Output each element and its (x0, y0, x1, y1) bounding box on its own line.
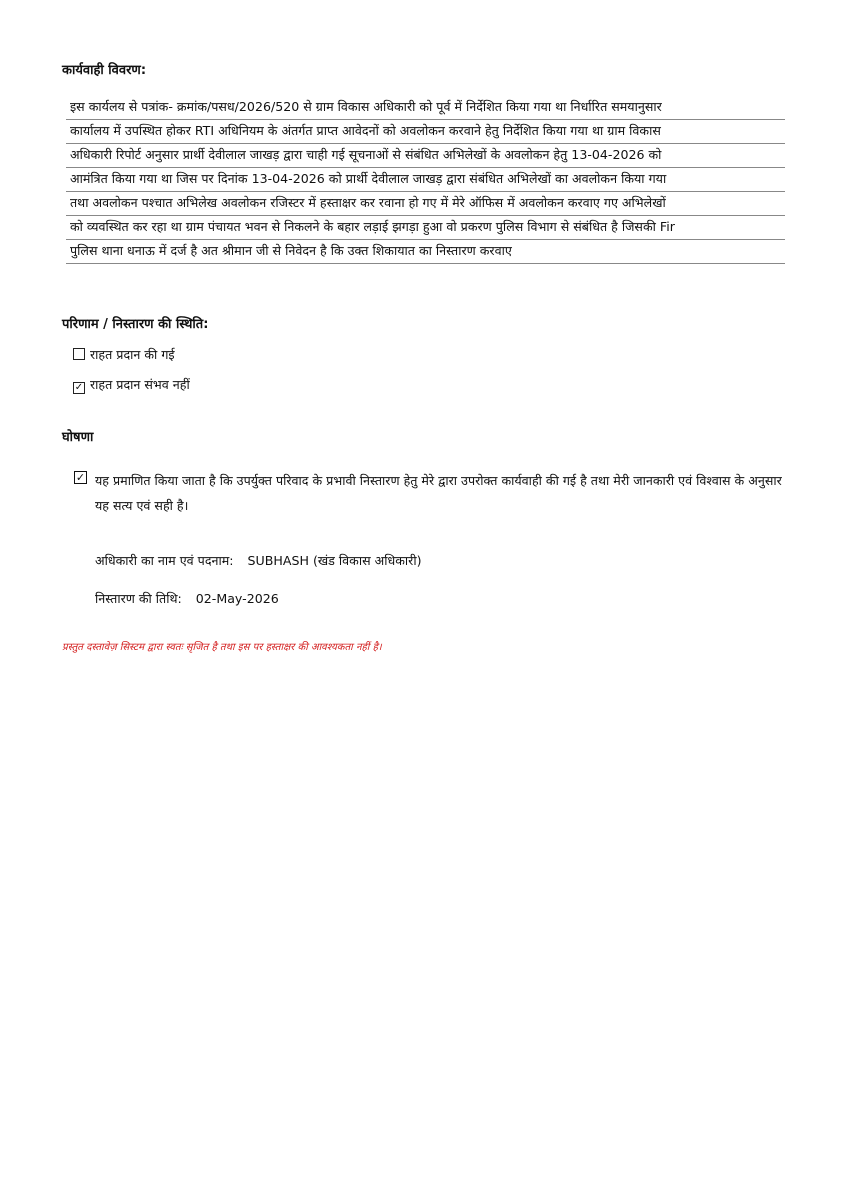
checkbox-unchecked-icon (73, 348, 85, 360)
disposal-date-label: निस्तारण की तिथि: (95, 591, 182, 606)
checkbox-checked-icon: ✓ (74, 382, 84, 393)
result-option-relief-not-possible (73, 376, 190, 394)
action-details-block (66, 96, 785, 264)
action-line: तथा अवलोकन पश्चात अभिलेख अवलोकन रजिस्टर में हस्ताक्षर कर रवाना हो गए में मेरे ऑफिस में अवलोकन करवाए गए अभिलेखों (66, 192, 785, 216)
action-line: पुलिस थाना धनाऊ में दर्ज है अत श्रीमान जी से निवेदन है कि उक्त शिकायात का निस्तारण करवाए (66, 240, 785, 264)
action-line: को व्यवस्थित कर रहा था ग्राम पंचायत भवन से निकलने के बहार लड़ाई झगड़ा हुआ वो प्रकरण पुलिस विभाग से संबंधित है जिसकी Fir (66, 216, 785, 240)
action-line: आमंत्रित किया गया था जिस पर दिनांक 13-04-2026 को प्रार्थी देवीलाल जाखड़ द्वारा संबंधित अभिलेखों का अवलोकन किया गया (66, 168, 785, 192)
result-option-label: राहत प्रदान की गई (90, 347, 175, 362)
officer-label: अधिकारी का नाम एवं पदनाम: (95, 553, 234, 568)
declaration-heading: घोषणा (62, 430, 94, 445)
officer-value: SUBHASH (खंड विकास अधिकारी) (247, 553, 422, 568)
action-line: इस कार्यलय से पत्रांक- क्रमांक/पसध/2026/520 से ग्राम विकास अधिकारी को पूर्व में निर्देशित किया गया था निर्धारित समयानुसार (66, 96, 785, 120)
action-line: अधिकारी रिपोर्ट अनुसार प्रार्थी देवीलाल जाखड़ द्वारा चाही गई सूचनाओं से संबंधित अभिलेखों के अवलोकन हेतु 13-04-2026 को (66, 144, 785, 168)
system-generated-note: प्रस्तुत दस्तावेज़ सिस्टम द्वारा स्वतः सृजित है तथा इस पर हस्ताक्षर की आवश्यकता नहीं है। (62, 642, 382, 653)
result-option-relief-given (73, 346, 175, 363)
disposal-date-value: 02-May-2026 (195, 591, 279, 606)
result-option-label: राहत प्रदान संभव नहीं (90, 377, 190, 392)
action-heading: कार्यवाही विवरण: (62, 63, 147, 78)
officer-field (95, 552, 422, 569)
action-line: कार्यालय में उपस्थित होकर RTI अधिनियम के अंतर्गत प्राप्त आवेदनों को अवलोकन करवाने हेतु निर्देशित किया गया था ग्राम विकास (66, 120, 785, 144)
disposal-date-field (95, 590, 279, 607)
declaration-checkbox-checked-icon: ✓ (75, 471, 86, 484)
result-heading: परिणाम / निस्तारण की स्थिति: (62, 317, 209, 332)
declaration-text: यह प्रमाणित किया जाता है कि उपर्युक्त परिवाद के प्रभावी निस्तारण हेतु मेरे द्वारा उपरोक्त कार्यवाही की गई है तथा मेरी जानकारी एवं विश्वास के अनुसार यह सत्य एवं सही है। (95, 473, 782, 513)
